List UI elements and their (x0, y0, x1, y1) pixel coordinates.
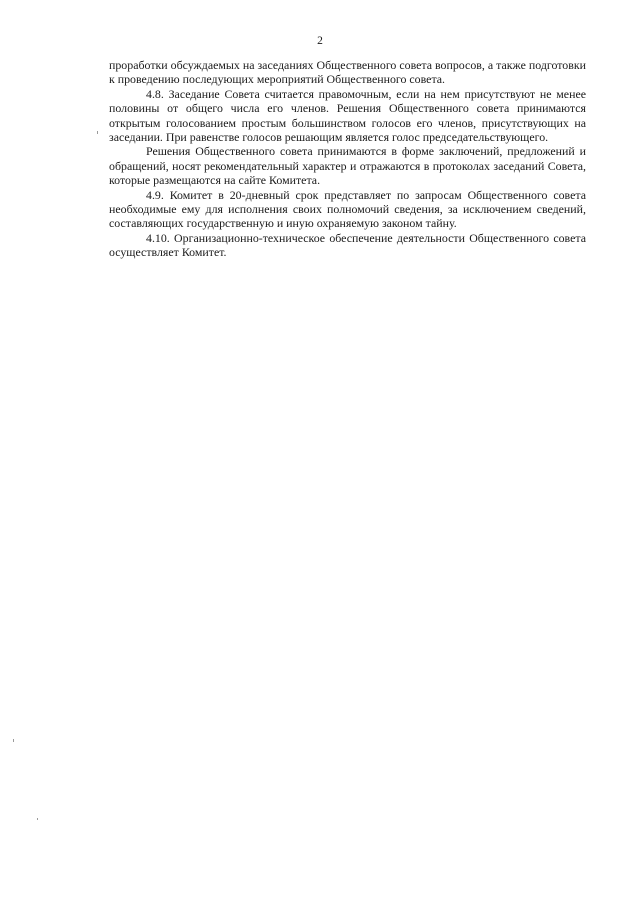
paragraph-4-9: 4.9. Комитет в 20-дневный срок представляет по запросам Общественного совета необходимые ему для исполнения своих полномочий сведения, за исключением сведений, составляющих государственную и иную охраняемую законом тайну. (109, 187, 586, 231)
page-number: 2 (317, 35, 323, 47)
document-body (109, 58, 586, 260)
scan-artifact (97, 131, 98, 134)
paragraph-decisions: Решения Общественного совета принимаются в форме заключений, предложений и обращений, носят рекомендательный характер и отражаются в протоколах заседаний Совета, которые размещаются на сайте Комитета. (109, 144, 586, 188)
paragraph-4-8: 4.8. Заседание Совета считается правомочным, если на нем присутствуют не менее половины от общего числа его членов. Решения Общественного совета принимаются открытым голосованием простым большинством голосов его членов, присутствующих на заседании. При равенстве голосов решающим является голос председательствующего. (109, 86, 586, 145)
paragraph-4-10: 4.10. Организационно-техническое обеспечение деятельности Общественного совета осуществляет Комитет. (109, 230, 586, 260)
scan-artifact (13, 739, 14, 742)
paragraph-continuation: проработки обсуждаемых на заседаниях Общественного совета вопросов, а также подготовки к проведению последующих мероприятий Общественного совета. (109, 58, 586, 87)
scan-artifact (37, 818, 38, 820)
